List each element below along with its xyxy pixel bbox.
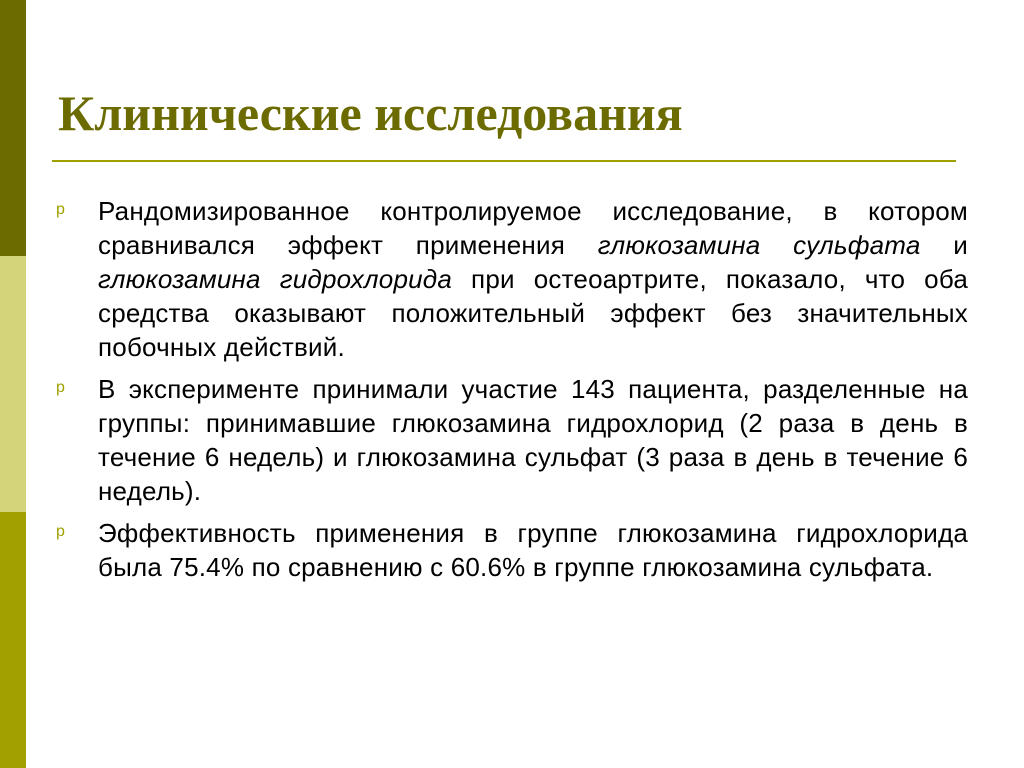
bullet-text-3: Эффективность применения в группе глюкозамина гидрохлорида была 75.4% по сравнению с 60.6% в группе глюкозамина сульфата. bbox=[98, 518, 968, 582]
bullet-1-italic-1: глюкозамина сульфата bbox=[597, 230, 921, 260]
bullet-item-1 bbox=[52, 194, 968, 364]
bullet-1-italic-2: глюкозамина гидрохлорида bbox=[98, 264, 453, 294]
bullet-marker-icon: p bbox=[56, 201, 65, 218]
side-bar-bottom bbox=[0, 512, 26, 768]
bullet-1-part-1: Рандомизированное контролируемое исследование, в котором сравнивался эффект применения bbox=[98, 196, 968, 260]
bullet-marker-icon: p bbox=[56, 523, 65, 540]
bullet-text-2: В эксперименте принимали участие 143 пациента, разделенные на группы: принимавшие глюкозамина гидрохлорид (2 раза в день в течение 6 недель) и глюкозамина сульфат (3 раза в день в течение 6 недель). bbox=[98, 374, 968, 506]
title-underline bbox=[52, 160, 956, 162]
bullet-item-2 bbox=[52, 372, 968, 508]
bullet-list bbox=[52, 194, 968, 592]
side-bar-middle bbox=[0, 256, 26, 512]
bullet-1-part-3: при остеоартрите, показало, что оба средства оказывают положительный эффект без значительных побочных действий. bbox=[98, 264, 968, 362]
bullet-item-3 bbox=[52, 516, 968, 584]
bullet-text-1 bbox=[98, 194, 968, 364]
side-bar-top bbox=[0, 0, 26, 256]
slide-title: Клинические исследования bbox=[58, 85, 683, 141]
bullet-marker-icon: p bbox=[56, 379, 65, 396]
bullet-1-part-2: и bbox=[920, 230, 968, 260]
